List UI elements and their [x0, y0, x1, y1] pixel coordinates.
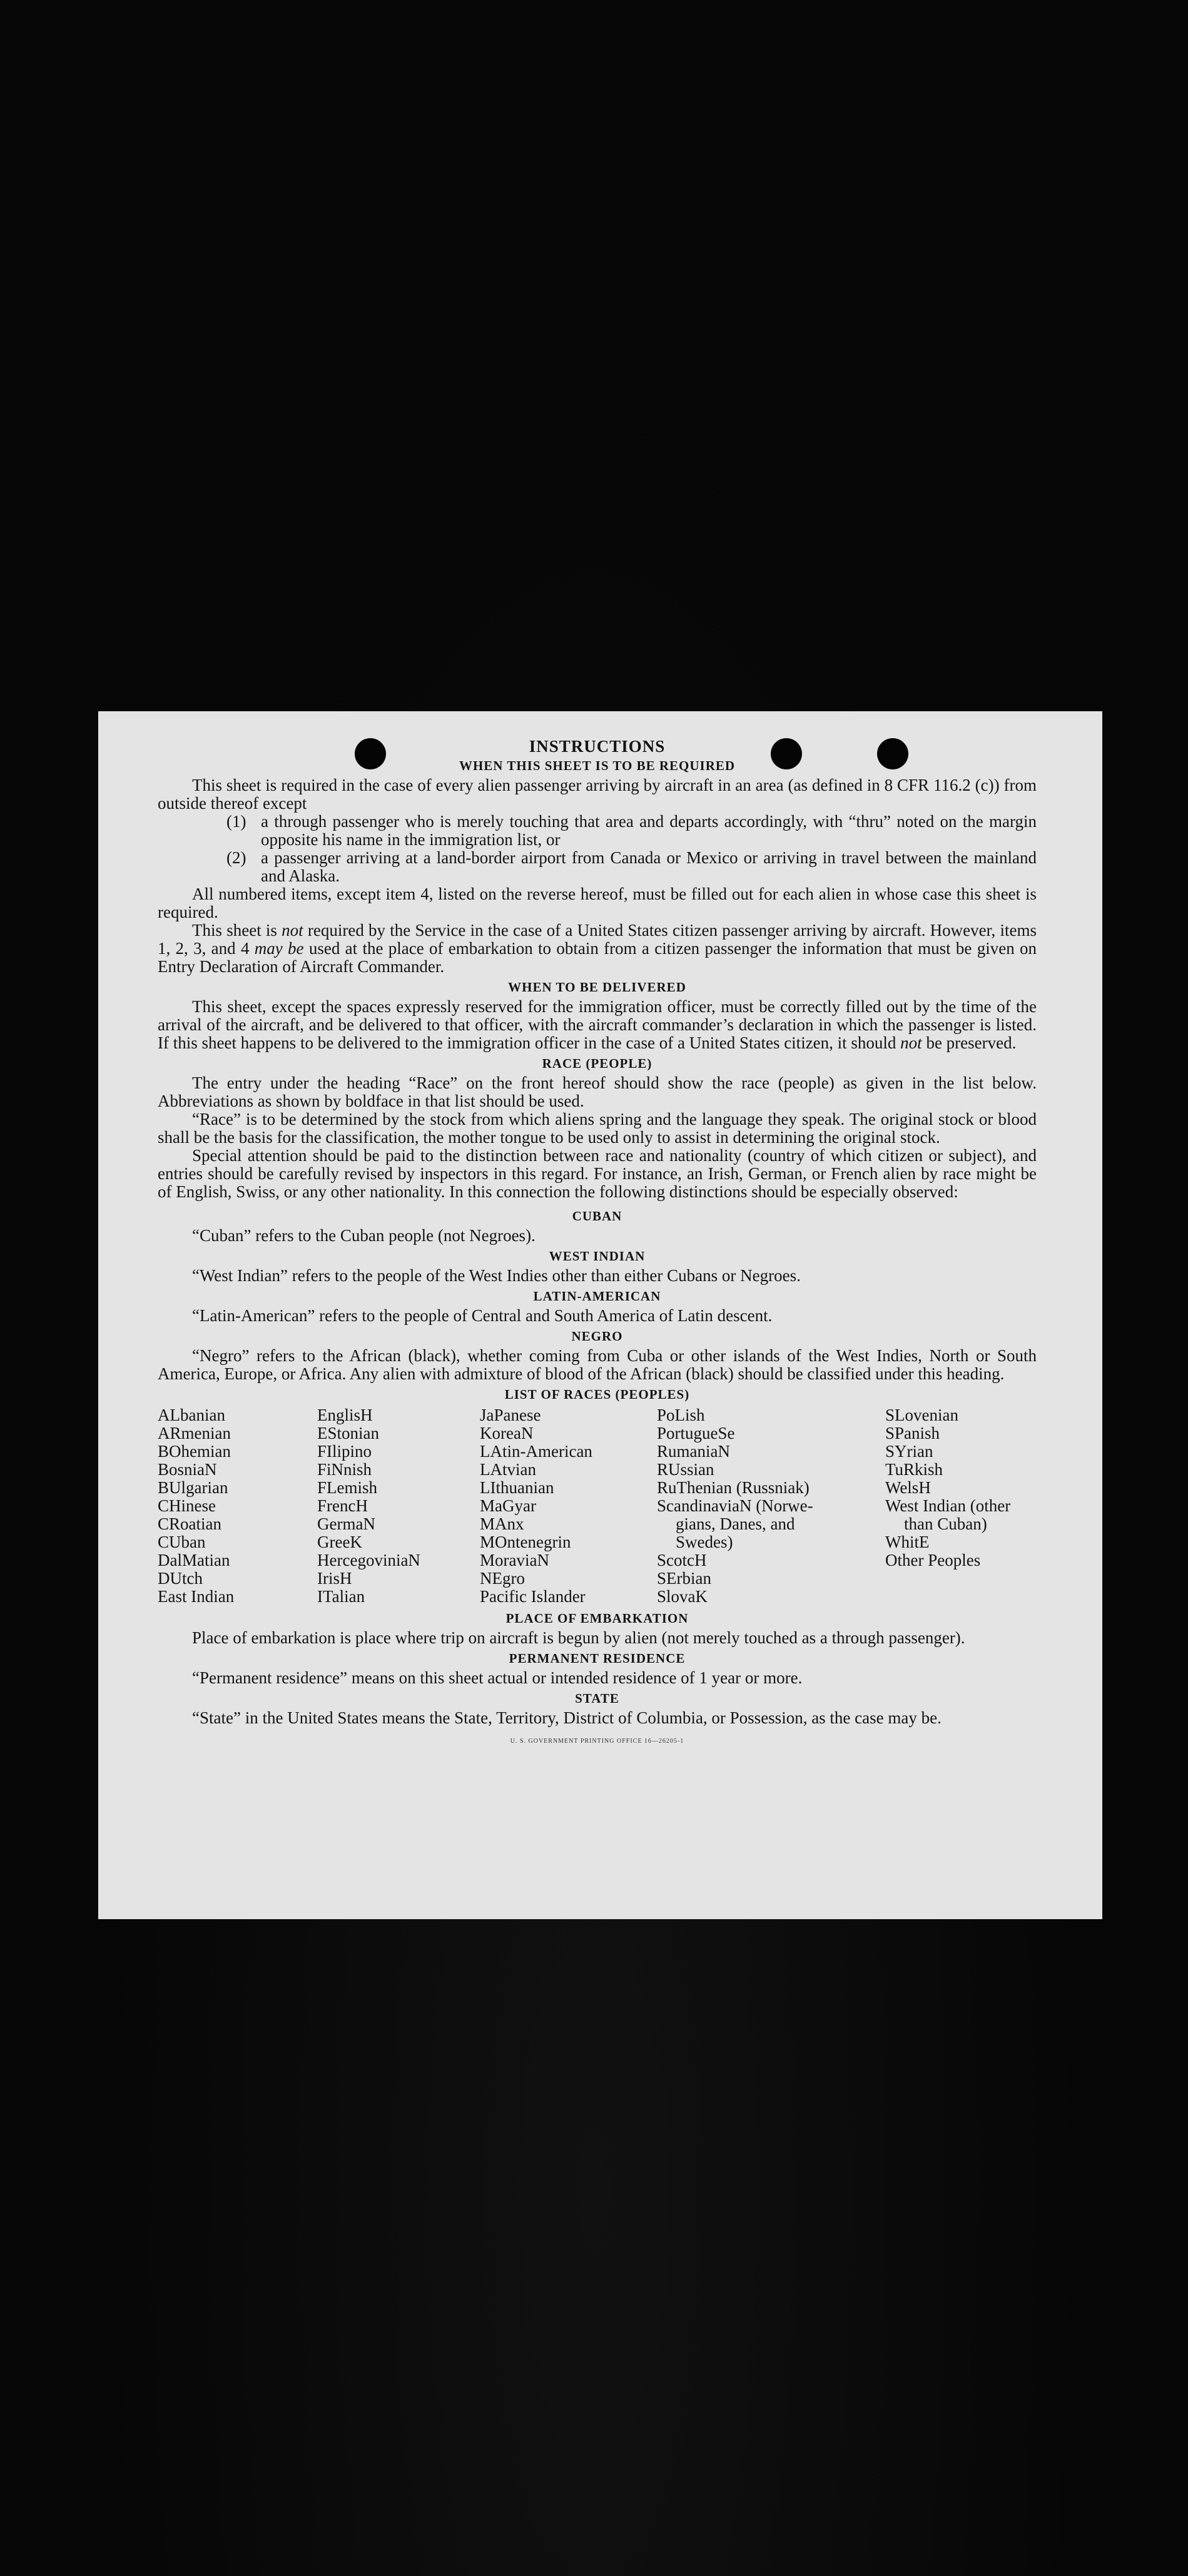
- race-entry: KoreaN: [480, 1424, 534, 1443]
- list-item: [158, 849, 1037, 885]
- race-entry: TuRkish: [885, 1460, 943, 1479]
- paragraph: “West Indian” refers to the people of the West Indies other than either Cubans or Negroes.: [192, 1266, 801, 1285]
- paragraph: All numbered items, except item 4, listed on the reverse hereof, must be filled out for each alien in whose case this sheet is required.: [158, 885, 1037, 921]
- list-item: [158, 813, 1037, 849]
- race-entry: Other Peoples: [885, 1551, 981, 1569]
- race-entry: ARmenian: [158, 1424, 231, 1443]
- race-entry: ScandinaviaN (Norwe-: [657, 1496, 813, 1515]
- race-entry: LAtvian: [480, 1460, 536, 1479]
- races-column: [158, 1406, 317, 1606]
- paragraph: “Cuban” refers to the Cuban people (not Negroes).: [192, 1226, 536, 1245]
- race-entry: PortugueSe: [657, 1424, 735, 1443]
- race-entry: ScotcH: [657, 1551, 707, 1569]
- race-entry: Pacific Islander: [480, 1587, 586, 1606]
- section-heading: PERMANENT RESIDENCE: [509, 1651, 686, 1666]
- race-entry: JaPanese: [480, 1406, 541, 1424]
- section-heading: STATE: [575, 1691, 619, 1706]
- race-entry: BOhemian: [158, 1442, 231, 1461]
- race-entry: WelsH: [885, 1478, 931, 1497]
- race-entry: DalMatian: [158, 1551, 230, 1569]
- race-entry: MOntenegrin: [480, 1533, 571, 1551]
- item-text: a through passenger who is merely touching that area and departs accordingly, with “thru” noted on the margin opposite his name in the immigration list, or: [261, 812, 1037, 849]
- race-entry: HercegoviniaN: [317, 1551, 420, 1569]
- races-column: [657, 1406, 885, 1606]
- races-table: [158, 1406, 1037, 1606]
- race-entry: MAnx: [480, 1514, 524, 1533]
- section-heading: WHEN TO BE DELIVERED: [508, 980, 686, 995]
- paragraph: Place of embarkation is place where trip on aircraft is begun by alien (not merely touched as a through passenger).: [192, 1628, 965, 1647]
- race-entry: EnglisH: [317, 1406, 373, 1424]
- race-entry: FrencH: [317, 1496, 368, 1515]
- race-entry: WhitE: [885, 1533, 930, 1551]
- text: used at the place of embarkation to obtain from a citizen passenger the information that must be given on Entry Declaration of Aircraft Commander.: [158, 939, 1037, 976]
- race-entry: FiNnish: [317, 1460, 372, 1479]
- paragraph: The entry under the heading “Race” on the front hereof should show the race (people) as given in the list below. Abbreviations as shown by boldface in that list should be used.: [158, 1073, 1037, 1110]
- race-entry: LAtin-American: [480, 1442, 592, 1461]
- paragraph: This sheet is required in the case of every alien passenger arriving by aircraft in an area (as defined in 8 CFR 116.2 (c)) from outside thereof except: [158, 776, 1037, 813]
- races-column: [885, 1406, 1037, 1606]
- race-entry: RUssian: [657, 1460, 714, 1479]
- race-entry: than Cuban): [904, 1514, 987, 1533]
- punch-hole: [355, 738, 386, 769]
- punch-hole: [877, 738, 908, 769]
- paragraph: “Race” is to be determined by the stock from which aliens spring and the language they speak. The original stock or blood shall be the basis for the classification, the mother tongue to be used only to assist in determining the original stock.: [158, 1110, 1037, 1147]
- paragraph: [158, 921, 1037, 976]
- section-heading: NEGRO: [571, 1329, 623, 1344]
- race-entry: RuThenian (Russniak): [657, 1478, 810, 1497]
- text: This sheet, except the spaces expressly reserved for the immigration officer, must be correctly filled out by the time of the arrival of the aircraft, and be delivered to that officer, with the aircraft commander’s declaration in which the passenger is listed. If this sheet happens to be delivered to the immigration officer in the case of a United States citizen, it should: [158, 997, 1037, 1052]
- race-entry: LIthuanian: [480, 1478, 554, 1497]
- item-number: (2): [226, 848, 246, 867]
- race-entry: SPanish: [885, 1424, 940, 1443]
- emphasis: not: [900, 1033, 922, 1052]
- races-column: [480, 1406, 657, 1606]
- paragraph: [158, 998, 1037, 1052]
- item-text: a passenger arriving at a land-border airport from Canada or Mexico or arriving in travel between the mainland and Alaska.: [261, 848, 1037, 885]
- section-heading: RACE (PEOPLE): [542, 1056, 652, 1071]
- race-entry: CHinese: [158, 1496, 216, 1515]
- race-entry: RumaniaN: [657, 1442, 730, 1461]
- text: required by the Service in the case of a United States citizen passenger arriving by aircraft. However, items 1, 2, 3, and 4: [158, 921, 1037, 958]
- race-entry: FLemish: [317, 1478, 378, 1497]
- section-heading: CUBAN: [572, 1209, 622, 1224]
- section-heading: PLACE OF EMBARKATION: [505, 1611, 689, 1626]
- race-entry: East Indian: [158, 1587, 235, 1606]
- emphasis: not: [282, 921, 303, 940]
- race-entry: GreeK: [317, 1533, 362, 1551]
- race-entry: SYrian: [885, 1442, 933, 1461]
- race-entry: MaGyar: [480, 1496, 536, 1515]
- race-entry: SErbian: [657, 1569, 711, 1588]
- race-entry: ALbanian: [158, 1406, 225, 1424]
- text: This sheet is: [192, 921, 282, 940]
- race-entry: EStonian: [317, 1424, 379, 1443]
- paragraph: “Negro” refers to the African (black), whether coming from Cuba or other islands of the West Indies, North or South America, Europe, or Africa. Any alien with admixture of blood of the African (black) should be classified under this heading.: [158, 1346, 1037, 1383]
- race-entry: SlovaK: [657, 1587, 708, 1606]
- race-entry: DUtch: [158, 1569, 203, 1588]
- race-entry: gians, Danes, and: [676, 1514, 795, 1533]
- emphasis: may be: [254, 939, 304, 958]
- race-entry: ITalian: [317, 1587, 365, 1606]
- race-entry: Swedes): [676, 1533, 733, 1551]
- section-heading: WEST INDIAN: [549, 1249, 646, 1264]
- race-entry: IrisH: [317, 1569, 352, 1588]
- item-number: (1): [226, 812, 246, 831]
- page-title: INSTRUCTIONS: [529, 737, 666, 756]
- paragraph: “Permanent residence” means on this sheet actual or intended residence of 1 year or more.: [192, 1668, 803, 1687]
- race-entry: MoraviaN: [480, 1551, 549, 1569]
- instruction-sheet: [98, 711, 1102, 1919]
- races-column: [317, 1406, 480, 1606]
- race-entry: SLovenian: [885, 1406, 958, 1424]
- paragraph: Special attention should be paid to the distinction between race and nationality (country of which citizen or subject), and entries should be carefully revised by inspectors in this regard. For instance, an Irish, German, or French alien by race might be of English, Swiss, or any other nationality. In this connection the following distinctions should be especially observed:: [158, 1146, 1037, 1201]
- paragraph: “State” in the United States means the State, Territory, District of Columbia, or Possession, as the case may be.: [192, 1708, 942, 1727]
- section-heading: WHEN THIS SHEET IS TO BE REQUIRED: [459, 758, 736, 773]
- paragraph: “Latin-American” refers to the people of Central and South America of Latin descent.: [192, 1306, 773, 1325]
- race-entry: FIlipino: [317, 1442, 372, 1461]
- punch-hole: [771, 738, 802, 769]
- race-entry: West Indian (other: [885, 1496, 1011, 1515]
- section-heading: LIST OF RACES (PEOPLES): [504, 1387, 690, 1402]
- race-entry: BUlgarian: [158, 1478, 228, 1497]
- race-entry: GermaN: [317, 1514, 375, 1533]
- race-entry: BosniaN: [158, 1460, 217, 1479]
- printer-footer: U. S. GOVERNMENT PRINTING OFFICE 16—26205-1: [510, 1738, 684, 1745]
- race-entry: CRoatian: [158, 1514, 221, 1533]
- race-entry: CUban: [158, 1533, 206, 1551]
- race-entry: PoLish: [657, 1406, 705, 1424]
- section-heading: LATIN-AMERICAN: [533, 1289, 661, 1304]
- text: be preserved.: [921, 1033, 1017, 1052]
- race-entry: NEgro: [480, 1569, 525, 1588]
